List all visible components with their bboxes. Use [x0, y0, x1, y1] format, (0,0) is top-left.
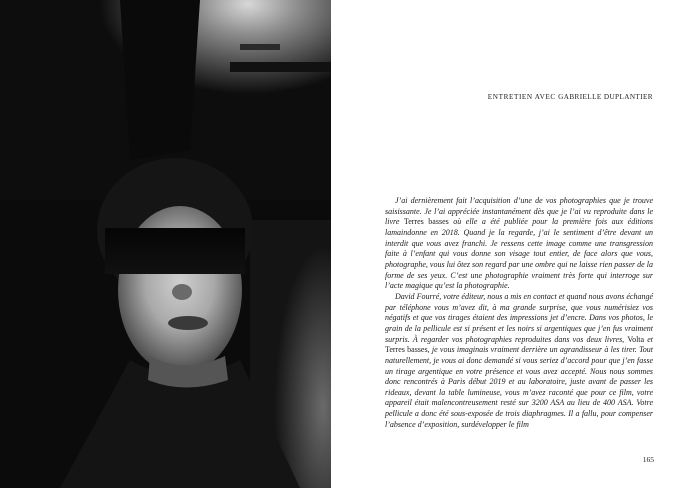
book-title: Volta — [627, 334, 645, 344]
book-title: Terres basses — [385, 345, 428, 355]
running-header — [488, 93, 653, 101]
book-title: Terres basses — [403, 217, 449, 227]
question-paragraph — [385, 196, 653, 292]
text-run: David Fourré, votre éditeur, nous a mis en contact et quand nous avons échangé par téléphone vous m’avez dit, à ma grande surprise, que vous numérisiez vos négatifs et que vos tirages étaient des impressions jet d’encre. Dans vos photos, le grain de la pellicule est si présent et les noirs si argentiques que j’en fus vraiment surpris. À regarder vos photographies reproduites dans vos deux livres, — [385, 291, 653, 344]
photograph-page — [0, 0, 331, 488]
text-run: où elle a été publiée pour la première fois aux éditions lamaindonne en 2018. Quand je la regarde, j’ai le sentiment d’être devant un interdit que vous avez franchi. Je ressens cette image comme une transgression faite à l’enfant qui vous donne son visage tout entier, de face alors que vous, photographe, vous lui ôtez son regard par une ombre qui ne laisse rien passer de la forme de ses yeux. C’est une photographie vraiment très forte qui interroge sur l’acte magique qu’est la photographie. — [385, 217, 653, 291]
text-run: et — [644, 334, 653, 344]
header-name: GABRIELLE DUPLANTIER — [558, 93, 653, 101]
text-run: J’ai dernièrement fait l’acquisition d’une de vos photographies que je trouve saisissante. Je l’ai appréciée instantanément dès que je l’ai vu reproduite dans le livre — [385, 196, 653, 227]
header-prefix: ENTRETIEN AVEC — [487, 93, 559, 101]
photograph-icon — [0, 0, 331, 488]
text-run: , je vous imaginais vraiment derrière un agrandisseur à les tirer. Tout naturellement, je vous ai donc demandé si vous seriez d’accord pour que j’en fasse un tirage argentique en votre présence et vous avez accepté. Nous nous sommes donc rencontrés à Paris début 2019 et au laboratoire, juste avant de passer les rideaux, devant la table lumineuse, vous m’avez raconté que pour ce film, votre appareil était malencontreusement resté sur 3200 ASA au lieu de 400 ASA. Votre pellicule a donc été sous-exposée de trois diaphragmes. Il a fallu, pour compenser l’absence d’exposition, surdévelopper le film — [385, 345, 653, 429]
question-paragraph — [385, 292, 653, 431]
text-page — [331, 0, 700, 488]
interview-text — [385, 196, 653, 430]
page-number: 165 — [642, 455, 654, 464]
